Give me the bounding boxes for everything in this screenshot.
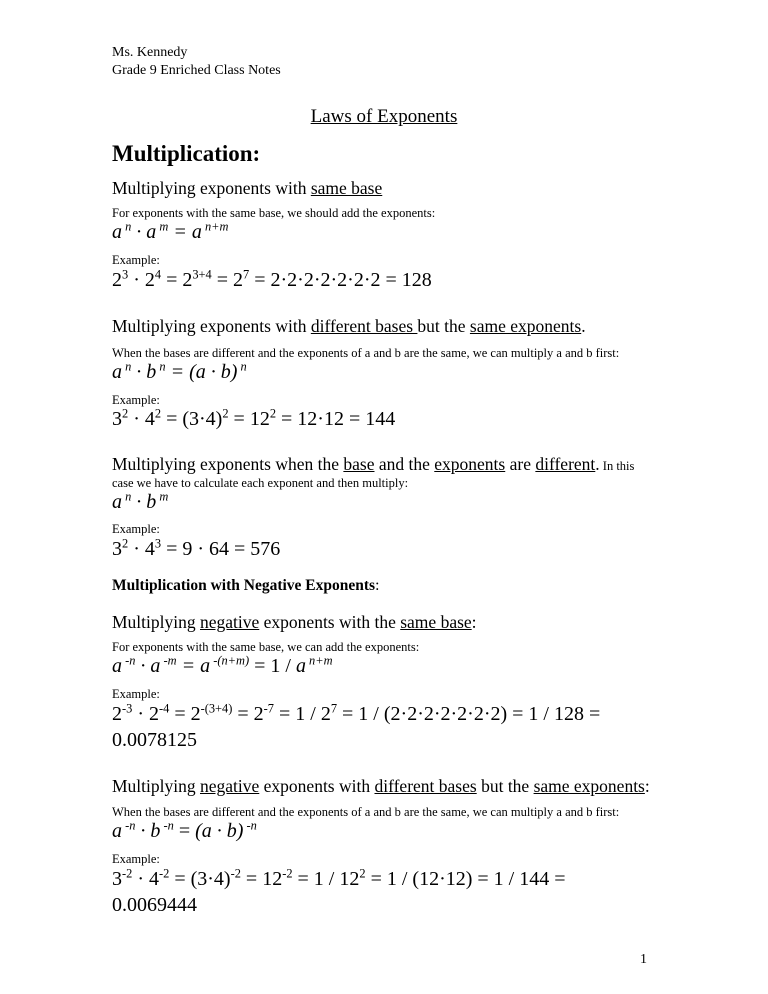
s3-note: case we have to calculate each exponent and then multiply: <box>112 476 409 490</box>
s5-formula: a $^{-n}$ · b $^{-n}$ = (a · b) $^{-n}$ <box>112 818 257 842</box>
s1-example-label: Example: <box>112 253 160 267</box>
s4-note: For exponents with the same base, we can add the exponents: <box>112 640 420 654</box>
section-heading: Multiplication: <box>112 141 261 166</box>
s1-heading: Multiplying exponents with same base <box>112 178 383 198</box>
s4-example-answer: 0.0078125 <box>112 729 197 751</box>
s2-example-label: Example: <box>112 393 160 407</box>
s5-example-label: Example: <box>112 852 160 866</box>
document-title <box>0 106 768 128</box>
s5-example: $3^{-2} \cdot 4^{-2} = (3\cdot 4)^{-2} = 12^{-2} = 1 / 12^2 = 1 / (12\cdot 12) = 1 / 144$ = <box>112 866 566 890</box>
document-header <box>112 44 281 80</box>
course-name: Grade 9 Enriched Class Notes <box>112 63 281 78</box>
s2-formula: a $^n$ · b $^n$ = (a · b) $^n$ <box>112 359 247 383</box>
s1-note: For exponents with the same base, we should add the exponents: <box>112 206 436 220</box>
page-number: 1 <box>640 952 647 967</box>
teacher-name: Ms. Kennedy <box>112 45 188 60</box>
s3-heading: Multiplying exponents when the base and the exponents are different. In this <box>112 454 635 474</box>
s3-formula: a $^n$ · b $^m$ <box>112 489 169 513</box>
title-text: Laws of Exponents <box>310 106 458 127</box>
s4-formula: a $^{-n}$ · a $^{-m}$ = a $^{-(n+m)}$ = 1 / a $^{n+m}$ <box>112 653 333 677</box>
s5-example-answer: 0.0069444 <box>112 894 197 916</box>
s3-example-label: Example: <box>112 522 160 536</box>
s2-example: $3^2 \cdot 4^2 = (3\cdot 4)^2 = 12^2 = 12\cdot 12 = 144$ <box>112 406 396 430</box>
s4-example: $2^{-3} \cdot 2^{-4} = 2^{-(3+4)} = 2^{-7} = 1 / 2^7 = 1 / (2\cdot 2\cdot 2\cdot 2\cdot 2\cdot 2\cdot 2) = 1 / 128$ = <box>112 701 601 725</box>
s5-heading: Multiplying negative exponents with different bases but the same exponents: <box>112 776 650 796</box>
s4-example-label: Example: <box>112 687 160 701</box>
s1-example: $2^3 \cdot 2^4 = 2^{3+4} = 2^7 = 2\cdot 2\cdot 2\cdot 2\cdot 2\cdot 2\cdot 2 = 128$ <box>112 267 432 291</box>
negative-exponents-heading: Multiplication with Negative Exponents: <box>112 577 380 594</box>
s5-note: When the bases are different and the exponents of a and b are the same, we can multiply a and b first: <box>112 805 620 819</box>
s3-example: $3^2 \cdot 4^3 = 9 \cdot 64 = 576$ <box>112 536 281 560</box>
s2-note: When the bases are different and the exponents of a and b are the same, we can multiply a and b first: <box>112 346 620 360</box>
s2-heading: Multiplying exponents with different bases but the same exponents. <box>112 316 586 336</box>
s1-formula: a $^n$ · a $^m$ = a $^{n+m}$ <box>112 219 229 243</box>
s4-heading: Multiplying negative exponents with the same base: <box>112 612 477 632</box>
